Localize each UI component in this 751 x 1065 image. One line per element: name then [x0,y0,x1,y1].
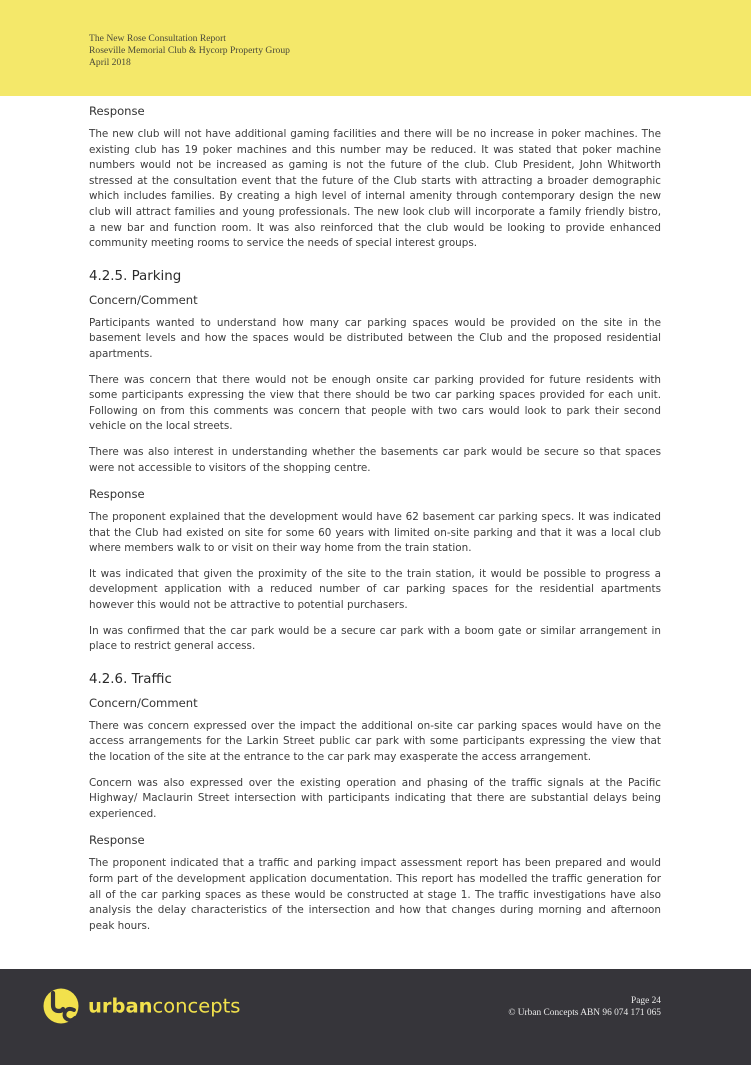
copyright: © Urban Concepts ABN 96 074 171 065 [508,1008,661,1018]
paragraph: The proponent explained that the development would have 62 basement car parking specs. It was indicated that the Club had existed on site for some 60 years with limited on-site parking and that it was a local club where members walk to or visit on their way home from the train station. [89,511,661,555]
logo-word-light: concepts [152,994,241,1018]
paragraph: Participants wanted to understand how many car parking spaces would be provided on the site in the basement levels and how the spaces would be distributed between the Club and the proposed residential apartments. [89,316,661,360]
paragraph: There was concern that there would not be enough onsite car parking provided for future residents with some participants expressing the view that there should be two car parking spaces provided for each unit. Following on from this comments was concern that people with two cars would look to park their second vehicle on the local streets. [89,373,661,433]
report-parties: Roseville Memorial Club & Hycorp Property Group [89,45,290,56]
paragraph: There was also interest in understanding whether the basements car park would be secure so that spaces were not accessible to visitors of the shopping centre. [89,445,661,474]
response-heading: Response [89,833,145,848]
svg-text:urbanconcepts [88,995,240,1018]
page-content [89,103,661,944]
section-title-traffic: 4.2.6. Traffic [89,671,172,687]
concern-heading: Concern/Comment [89,695,198,710]
report-date: April 2018 [89,57,131,68]
logo-word-bold: urban [88,994,153,1018]
page-header [0,0,751,96]
concern-heading: Concern/Comment [89,292,198,307]
paragraph: The new club will not have additional gaming facilities and there will be no increase in poker machines. The existing club has 19 poker machines and this number may be reduced. It was stated that poker machine numbers would not be increased as gaming is not the future of the club. Club President, John Whitworth stressed at the consultation event that the future of the Club starts with attracting a broader demographic which includes families. By creating a high level of internal amenity through contemporary design the new club will attract families and young professionals. The new look club will incorporate a family friendly bistro, a new bar and function room. It was also reinforced that the club would be looking to provide enhanced community meeting rooms to service the needs of special interest groups. [89,128,661,250]
response-heading: Response [89,104,145,118]
paragraph: Concern was also expressed over the existing operation and phasing of the traffic signals at the Pacific Highway/ Maclaurin Street intersection with participants indicating that there are substantial delays being experienced. [89,776,661,820]
section-title-parking: 4.2.5. Parking [89,268,182,284]
response-heading: Response [89,487,145,502]
header-text [89,33,290,69]
footer-info [508,995,661,1019]
paragraph: It was indicated that given the proximity of the site to the train station, it would be possible to progress a development application with a reduced number of car parking spaces for the residential apartments however this would not be attractive to potential purchasers. [89,567,661,612]
paragraph: In was confirmed that the car park would be a secure car park with a boom gate or similar arrangement in place to restrict general access. [89,624,661,653]
page-number: Page 24 [631,996,661,1006]
paragraph: There was concern expressed over the impact the additional on-site car parking spaces would have on the access arrangements for the Larkin Street public car park with some participants expressing the view that the location of the site at the entrance to the car park may exasperate the access arrangement. [89,719,661,764]
urban-concepts-logo [42,984,241,1028]
paragraph: The proponent indicated that a traffic and parking impact assessment report has been prepared and would form part of the development application documentation. This report has modelled the traffic generation for all of the car parking spaces as these would be constructed at stage 1. The traffic investigations have also analysis the delay characteristics of the intersection and how that changes during morning and afternoon peak hours. [89,857,661,932]
report-title: The New Rose Consultation Report [89,33,226,44]
